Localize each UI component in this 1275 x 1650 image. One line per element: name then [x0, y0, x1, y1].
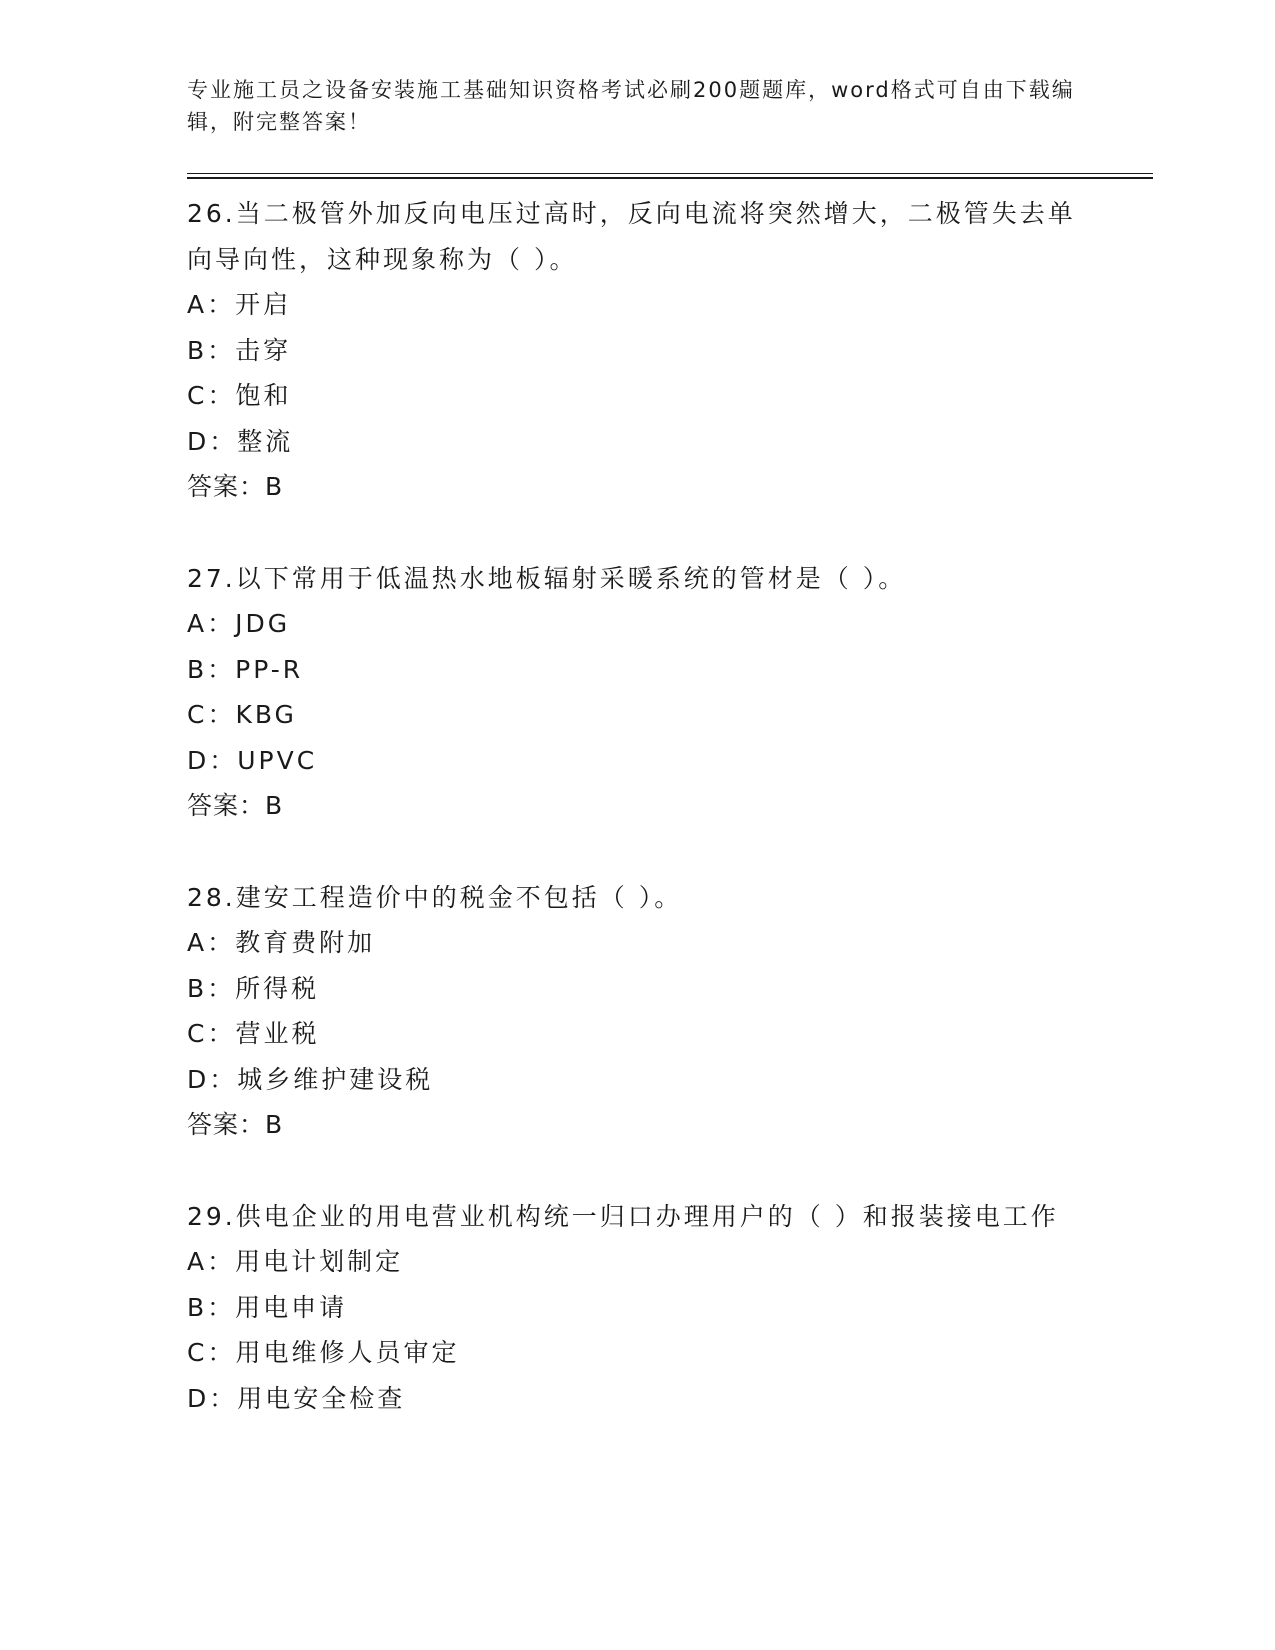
question-list: [187, 191, 1087, 1467]
option-d: D：UPVC: [187, 745, 318, 775]
document-header: 专业施工员之设备安装施工基础知识资格考试必刷200题题库，word格式可自由下载编辑，附完整答案！: [187, 78, 1075, 134]
header-divider-bottom: [187, 177, 1153, 179]
option-a: A：JDG: [187, 609, 291, 638]
question-stem: 29.供电企业的用电营业机构统一归口办理用户的（ ）和报装接电工作: [187, 1201, 1059, 1231]
option-c: C：营业税: [187, 1019, 320, 1048]
answer-label: 答案：B: [187, 1110, 284, 1139]
option-a: A：教育费附加: [187, 928, 376, 957]
question-27: [187, 556, 1087, 829]
option-b: B：用电申请: [187, 1292, 348, 1322]
option-c: C：用电维修人员审定: [187, 1338, 460, 1367]
option-d: D：城乡维护建设税: [187, 1064, 434, 1094]
option-a: A：用电计划制定: [187, 1247, 404, 1276]
option-d: D：用电安全检查: [187, 1383, 406, 1413]
option-c: C：饱和: [187, 381, 292, 410]
question-26: [187, 191, 1087, 510]
option-b: B：所得税: [187, 973, 320, 1003]
question-stem: 26.当二极管外加反向电压过高时，反向电流将突然增大，二极管失去单向导向性，这种现象称为（ ）。: [187, 199, 1076, 274]
header-divider-top: [187, 173, 1153, 174]
answer-label: 答案：B: [187, 472, 284, 501]
question-stem: 27.以下常用于低温热水地板辐射采暖系统的管材是（ ）。: [187, 563, 907, 593]
question-29: [187, 1194, 1087, 1422]
option-b: B：击穿: [187, 335, 292, 365]
option-c: C：KBG: [187, 700, 297, 729]
option-b: B：PP-R: [187, 654, 304, 684]
question-stem: 28.建安工程造价中的税金不包括（ ）。: [187, 882, 683, 912]
question-28: [187, 875, 1087, 1148]
answer-label: 答案：B: [187, 791, 284, 820]
option-d: D：整流: [187, 426, 294, 456]
option-a: A：开启: [187, 290, 292, 319]
